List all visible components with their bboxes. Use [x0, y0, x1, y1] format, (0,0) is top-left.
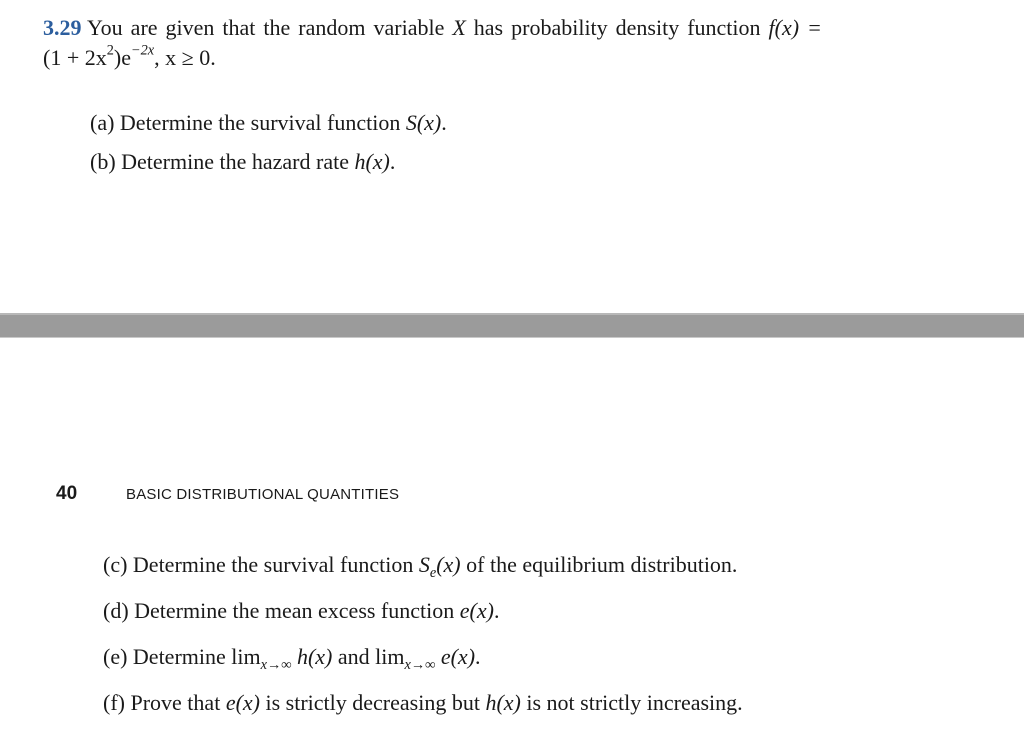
part-e-expr2: e(x)	[440, 644, 476, 669]
part-b-math: h(x)	[354, 149, 390, 174]
part-b	[90, 148, 395, 176]
part-e-lim2-sub: x→∞	[404, 657, 436, 673]
part-f-expr2: h(x)	[485, 690, 521, 715]
problem-number: 3.29	[43, 15, 82, 40]
pdf-lhs: f(x) =	[768, 15, 822, 40]
part-c	[103, 551, 737, 579]
pdf-rhs-mid: )e	[113, 45, 131, 70]
part-c-text-after: of the equilibrium distribution.	[466, 552, 738, 577]
part-e-text: Determine	[132, 644, 226, 669]
part-c-text: Determine the survival function	[132, 552, 414, 577]
part-b-label: (b)	[90, 149, 116, 174]
part-c-label: (c)	[103, 552, 128, 577]
part-a-end: .	[441, 110, 447, 135]
pdf-rhs-prefix: (1 + 2x	[43, 45, 107, 70]
part-b-end: .	[389, 149, 396, 174]
random-variable: X	[452, 15, 466, 40]
part-a	[90, 109, 447, 137]
page-divider	[0, 313, 1024, 338]
part-d-text: Determine the mean excess function	[134, 598, 455, 623]
part-a-label: (a)	[90, 110, 115, 135]
part-f-label: (f)	[103, 690, 125, 715]
part-e-lim1-sub: x→∞	[260, 657, 292, 673]
problem-text-continued: has probability density function	[473, 15, 761, 40]
running-head: BASIC DISTRIBUTIONAL QUANTITIES	[126, 486, 400, 503]
pdf-exponent-square: 2	[106, 42, 114, 59]
part-a-math: S(x)	[405, 110, 442, 135]
part-f-text3: is not strictly increasing.	[526, 690, 743, 715]
part-e-lim1: lim	[231, 644, 261, 669]
part-f-text1: Prove that	[130, 690, 221, 715]
part-f-expr1: e(x)	[225, 690, 260, 715]
page-number: 40	[56, 483, 78, 504]
part-c-math	[418, 552, 461, 581]
part-e-limit-2	[375, 644, 436, 673]
part-d-label: (d)	[103, 598, 129, 623]
part-d	[103, 597, 499, 625]
part-e-limit-1	[231, 644, 292, 673]
part-d-math: e(x)	[459, 598, 494, 623]
part-f-text2: is strictly decreasing but	[265, 690, 480, 715]
part-a-text: Determine the survival function	[119, 110, 401, 135]
part-e-end: .	[475, 644, 481, 669]
part-e-lim2: lim	[375, 644, 405, 669]
part-d-end: .	[493, 598, 500, 623]
pdf-domain: , x ≥ 0.	[154, 45, 216, 70]
problem-text-intro: You are given that the random variable	[87, 15, 445, 40]
part-e-label: (e)	[103, 644, 128, 669]
part-b-text: Determine the hazard rate	[121, 149, 349, 174]
page-top	[0, 0, 1024, 313]
part-c-math-sub: e	[429, 565, 437, 581]
problem-statement-line-1	[43, 14, 983, 42]
part-e	[103, 643, 481, 671]
part-f	[103, 689, 743, 717]
part-c-math-base: S	[418, 552, 430, 577]
problem-statement-line-2	[43, 44, 216, 72]
problem-text	[87, 15, 822, 40]
pdf-exponent-exp: −2x	[130, 42, 155, 59]
part-e-conj: and	[337, 644, 370, 669]
pdf-expression	[43, 42, 216, 70]
part-e-expr1: h(x)	[296, 644, 333, 669]
part-c-math-arg: (x)	[436, 552, 461, 577]
